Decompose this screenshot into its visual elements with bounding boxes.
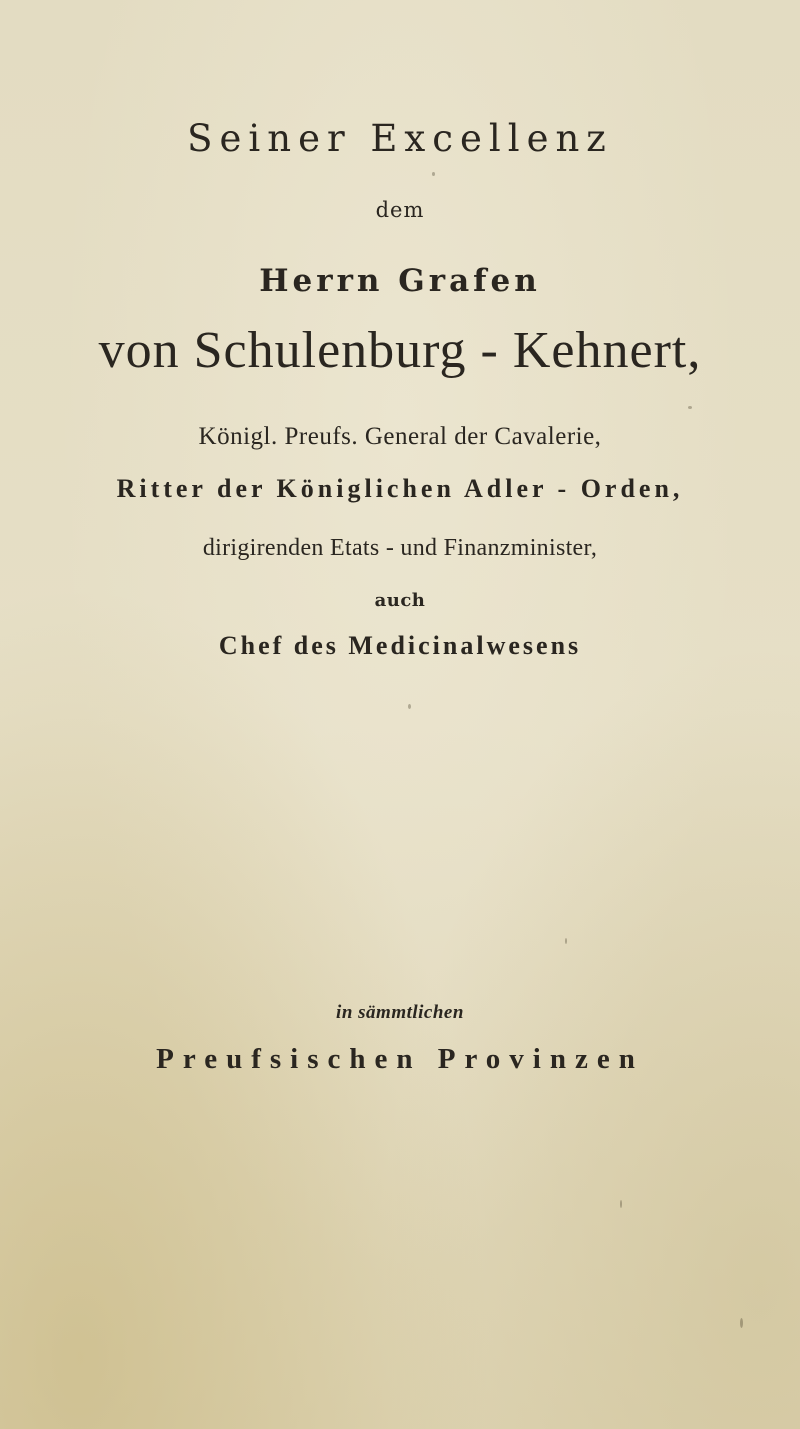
text-herrn-grafen: Herrn Grafen [259, 263, 541, 299]
title-seiner-excellenz: Seiner Excellenz [187, 117, 613, 160]
text-dem: dem [375, 198, 425, 222]
text-preussischen-provinzen: Preufsischen Provinzen [156, 1043, 644, 1075]
paper-fleck [688, 406, 692, 409]
text-auch: auch [374, 590, 426, 611]
paper-fleck [432, 172, 435, 176]
text-in-saemmtlichen: in sämmtlichen [336, 1002, 464, 1023]
paper-fleck [620, 1200, 622, 1208]
text-ritter-adler-orden: Ritter der Königlichen Adler - Orden, [116, 474, 684, 503]
text-general-cavalerie: Königl. Preufs. General der Cavalerie, [198, 423, 602, 450]
paper-fleck [740, 1318, 743, 1328]
paper-fleck [565, 938, 567, 944]
name-schulenburg-kehnert: von Schulenburg - Kehnert, [98, 322, 702, 379]
text-finanzminister: dirigirenden Etats - und Finanzminister, [202, 535, 598, 561]
paper-fleck [408, 704, 411, 709]
text-chef-medicinalwesens: Chef des Medicinalwesens [218, 631, 582, 660]
